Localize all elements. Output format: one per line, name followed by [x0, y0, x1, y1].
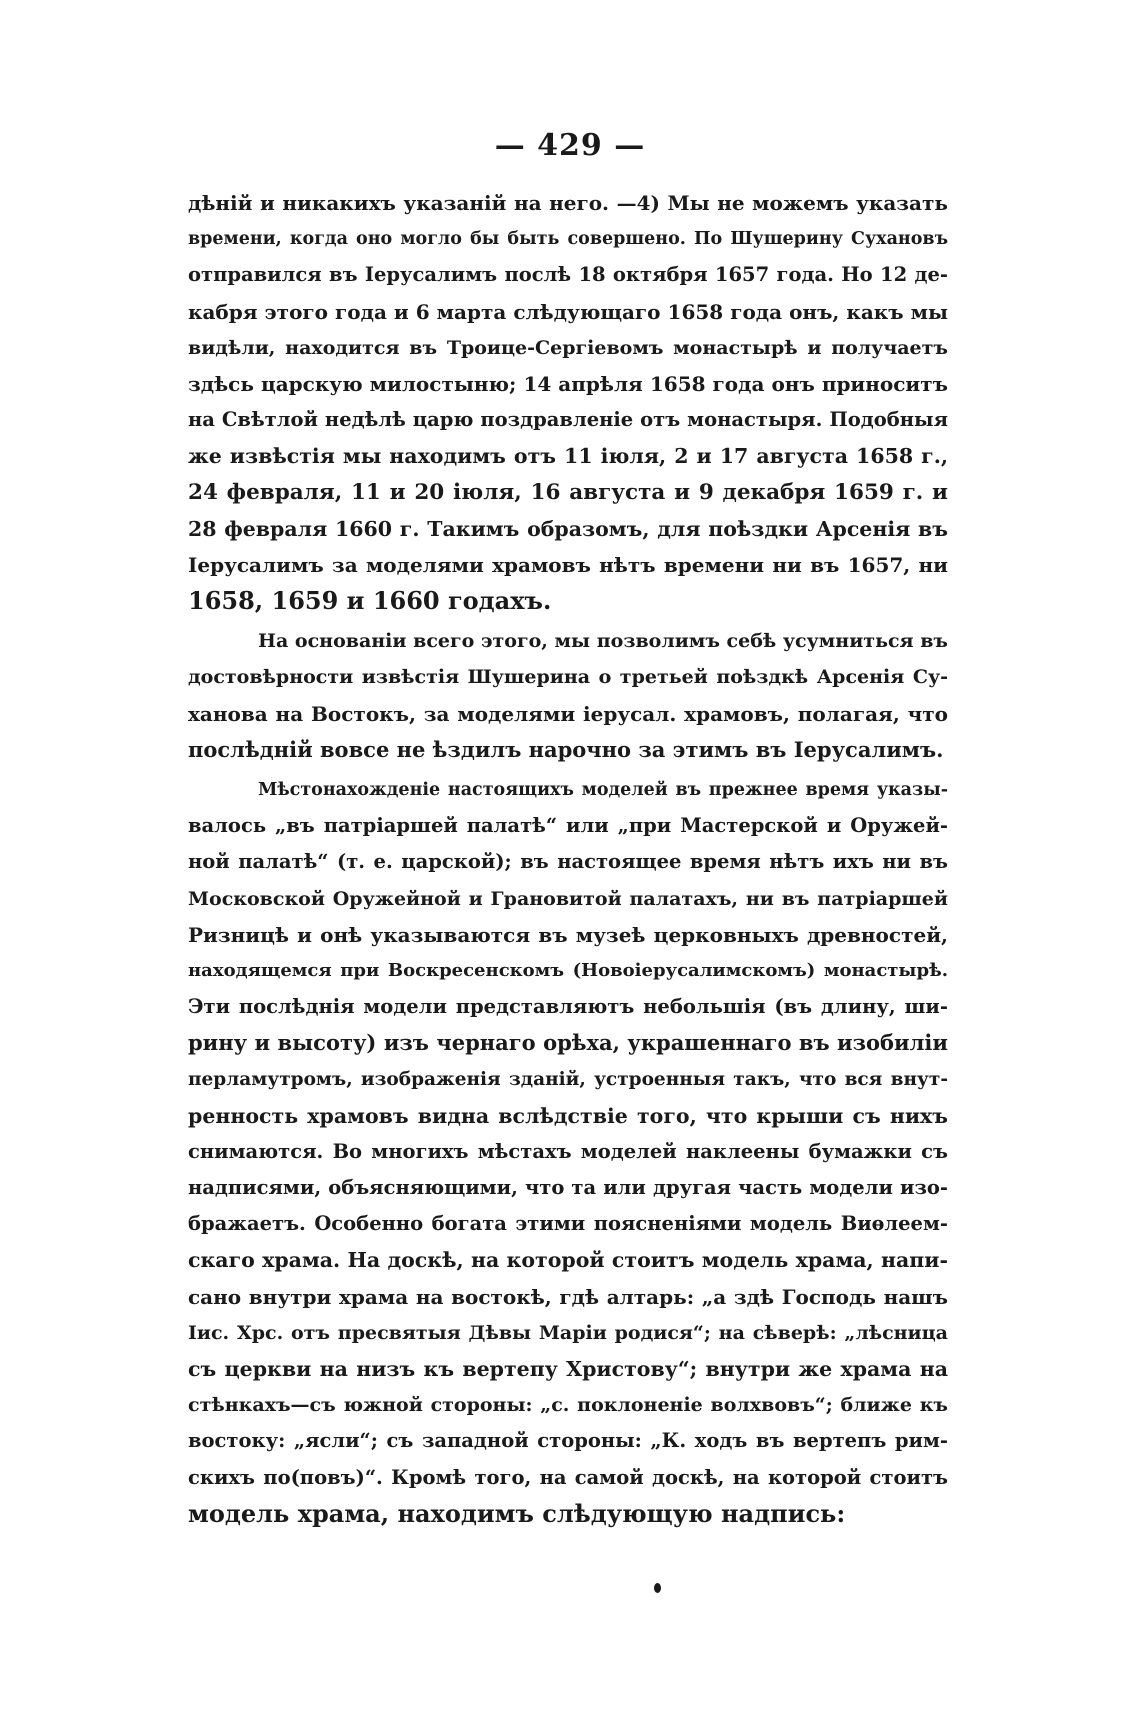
text-line: стѣнкахъ—съ южной стороны: „с. поклоненіе волхвовъ“; ближе къ — [188, 1394, 948, 1417]
text-line: востоку: „ясли“; съ западной стороны: „К. ходъ въ вертепъ рим- — [188, 1429, 948, 1453]
text-line: отправился въ Іерусалимъ послѣ 18 октября 1657 года. Но 12 де- — [188, 263, 948, 287]
text-line: Эти послѣднія модели представляютъ небольшія (въ длину, ши- — [188, 995, 948, 1019]
text-line: здѣсь царскую милостыню; 14 апрѣля 1658 года онъ приноситъ — [188, 371, 948, 396]
text-line: съ церкви на низъ къ вертепу Христову“; внутри же храма на — [188, 1357, 948, 1381]
text-line: 1658, 1659 и 1660 годахъ. — [188, 586, 552, 616]
paragraph-3 — [188, 772, 948, 1532]
page-number: — 429 — — [494, 128, 646, 163]
text-line: же извѣстія мы находимъ отъ 11 іюля, 2 и 17 августа 1658 г., — [188, 444, 948, 469]
paragraph-2 — [188, 623, 948, 768]
text-line: ной палатѣ“ (т. е. царской); въ настоящее время нѣтъ ихъ ни въ — [188, 850, 948, 874]
text-line: ренность храмовъ видна вслѣдствіе того, что крыши съ нихъ — [188, 1103, 948, 1128]
text-line: 24 февраля, 11 и 20 іюля, 16 августа и 9 декабря 1659 г. и — [188, 479, 948, 505]
text-line: модель храма, находимъ слѣдующую надпись: — [188, 1498, 846, 1528]
ink-dot — [654, 1583, 661, 1593]
text-line: на Свѣтлой недѣлѣ царю поздравленіе отъ монастыря. Подобныя — [188, 408, 948, 432]
text-line: скихъ по(повъ)“. Кромѣ того, на самой доскѣ, на которой стоитъ — [188, 1465, 948, 1489]
text-line: ханова на Востокъ, за моделями іерусал. храмовъ, полагая, что — [188, 701, 948, 726]
text-line: Іис. Хрс. отъ пресвятыя Дѣвы Маріи родися“; на сѣверѣ: „лѣсница — [188, 1321, 948, 1344]
text-line: времени, когда оно могло бы быть совершено. По Шушерину Сухановъ — [188, 229, 948, 250]
text-line: Іерусалимъ за моделями храмовъ нѣтъ времени ни въ 1657, ни — [188, 552, 948, 577]
paragraph-1 — [188, 185, 948, 619]
text-line: Мѣстонахожденіе настоящихъ моделей въ прежнее время указы- — [258, 780, 948, 800]
text-line: рину и высоту) изъ чернаго орѣха, украшеннаго въ изобиліи — [188, 1030, 948, 1056]
text-line: видѣли, находится въ Троице-Сергіевомъ монастырѣ и получаетъ — [188, 336, 948, 359]
text-line: На основаніи всего этого, мы позволимъ себѣ усумниться въ — [258, 630, 948, 653]
text-line: дѣній и никакихъ указаній на него. —4) Мы не можемъ указать — [188, 191, 948, 215]
text-line: достовѣрности извѣстія Шушерина о третьей поѣздкѣ Арсенія Су- — [188, 666, 948, 689]
body-text — [188, 185, 948, 1532]
text-line: Московской Оружейной и Грановитой палатахъ, ни въ патріаршей — [188, 887, 948, 910]
text-line: бражаетъ. Особенно богата этими поясненіями модель Виѳлеем- — [188, 1212, 948, 1236]
text-line: валось „въ патріаршей палатѣ“ или „при Мастерской и Оружей- — [188, 814, 948, 838]
text-line: кабря этого года и 6 марта слѣдующаго 1658 года онъ, какъ мы — [188, 299, 948, 324]
text-line: перламутромъ, изображенія зданій, устроенныя такъ, что вся внут- — [188, 1068, 948, 1090]
text-line: скаго храма. На доскѣ, на которой стоитъ модель храма, напи- — [188, 1248, 948, 1273]
text-line: сано внутри храма на востокѣ, гдѣ алтарь: „а здѣ Господь нашъ — [188, 1284, 948, 1309]
text-line: находящемся при Воскресенскомъ (Новоіерусалимскомъ) монастырѣ. — [188, 959, 948, 981]
text-line: надписями, объясняющими, что та или другая часть модели изо- — [188, 1176, 948, 1200]
text-line: Ризницѣ и онѣ указываются въ музеѣ церковныхъ древностей, — [188, 922, 948, 947]
text-line: снимаются. Во многихъ мѣстахъ моделей наклеены бумажки съ — [188, 1139, 948, 1163]
text-line: 28 февраля 1660 г. Такимъ образомъ, для поѣздки Арсенія въ — [188, 516, 948, 541]
text-line: послѣдній вовсе не ѣздилъ нарочно за этимъ въ Іерусалимъ. — [188, 736, 944, 762]
